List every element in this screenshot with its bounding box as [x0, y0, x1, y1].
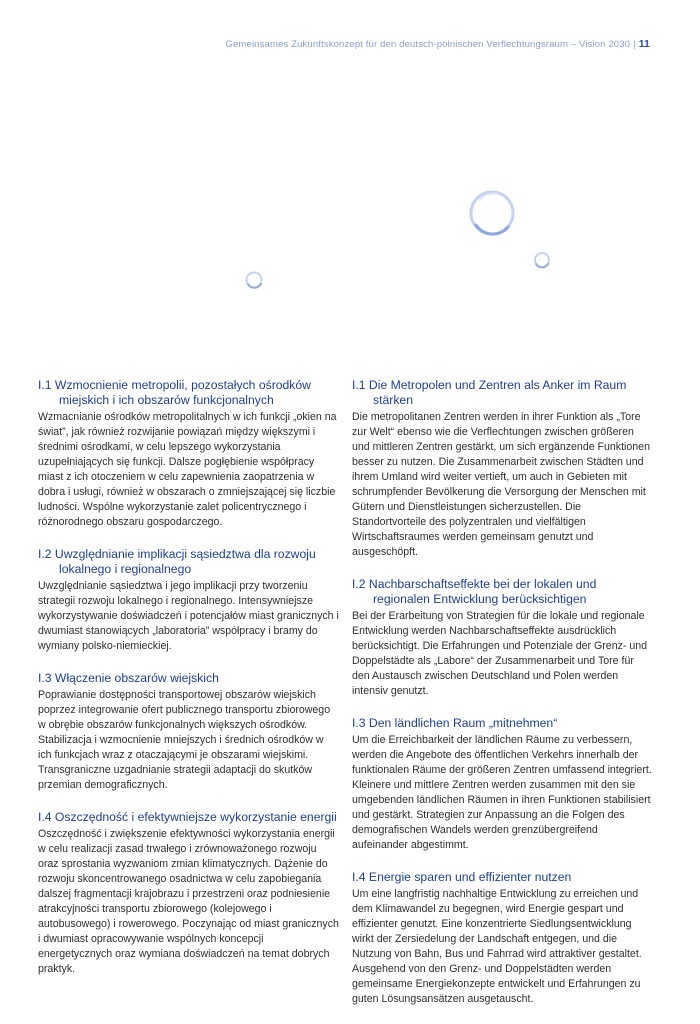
section-pl-4 [38, 810, 340, 977]
section-de-4 [352, 870, 654, 1007]
section-body: Um die Erreichbarkeit der ländlichen Räume zu verbessern, werden die Angebote des öffentlichen Verkehrs innerhalb der funktionalen Räume der größeren Zentren umfassend integriert. Kleinere und mittlere Zentren werden zusammen mit den sie umgebenden ländlichen Räumen in ihren Funktionen stabilisiert und gestärkt. Strategien zur Anpassung an die Folgen des demografischen Wandels werden grenzübergreifend aufeinander abgestimmt. [352, 734, 652, 851]
section-heading: I.2 Nachbarschaftseffekte bei der lokalen und regionalen Entwicklung berücksichtigen [352, 577, 597, 606]
section-body: Uwzględnianie sąsiedztwa i jego implikacji przy tworzeniu strategii rozwoju lokalnego i regionalnego. Intensywniejsze wykorzystywanie doświadczeń i potencjałów miast granicznych i dwumiast stanowiących „laboratoria” współpracy i bramy do wymiany polsko-niemieckiej. [38, 580, 339, 652]
section-heading: I.2 Uwzględnianie implikacji sąsiedztwa dla rozwoju lokalnego i regionalnego [38, 547, 316, 576]
small-bubble-icon-left [247, 273, 262, 288]
section-heading: I.3 Den ländlichen Raum „mitnehmen“ [352, 716, 558, 730]
german-column [352, 378, 654, 1024]
bubble-decoration [0, 0, 700, 360]
section-de-2 [352, 577, 654, 699]
section-pl-2 [38, 547, 340, 654]
polish-column [38, 378, 340, 994]
section-body: Die metropolitanen Zentren werden in ihrer Funktion als „Tore zur Welt“ ebenso wie die Verflechtungen zwischen größeren und mittleren Zentren gestärkt, um sich ergänzende Funktionen besser zu nutzen. Die Zusammenarbeit zwischen Städten und ihrem Umland wird weiter vertieft, um auch in Gebieten mit schrumpfender Bevölkerung die Versorgung der Menschen mit Gütern und Dienstleistungen sicherzustellen. Die Standortvorteile des polyzentralen und vielfältigen Wirtschaftsraumes werden gemeinsam genutzt und ausgeschöpft. [352, 411, 650, 558]
section-heading: I.4 Oszczędność i efektywniejsze wykorzystanie energii [38, 810, 337, 824]
section-de-3 [352, 716, 654, 853]
page-number: 11 [638, 38, 650, 50]
section-heading: I.1 Die Metropolen und Zentren als Anker im Raum stärken [352, 378, 627, 407]
section-heading: I.3 Włączenie obszarów wiejskich [38, 671, 219, 685]
header-separator: | [633, 39, 636, 50]
section-body: Oszczędność i zwiększenie efektywności wykorzystania energii w celu realizacji zasad trwałego i zrównoważonego rozwoju oraz sprostania wyzwaniom zmian klimatycznych. Dążenie do rozwoju skoncentrowanego osadnictwa w celu zapobiegania dalszej fragmentacji krajobrazu i przestrzeni oraz podniesienie atrakcyjności transportu zbiorowego (kolejowego i autobusowego) i rowerowego. Poczynając od miast granicznych i dwumiast opracowywanie wspólnych koncepcji energetycznych oraz wymiana doświadczeń na temat dobrych praktyk. [38, 828, 339, 975]
section-de-1 [352, 378, 654, 560]
section-heading: I.4 Energie sparen und effizienter nutzen [352, 870, 572, 884]
small-bubble-icon-right [535, 253, 549, 267]
section-body: Bei der Erarbeitung von Strategien für die lokale und regionale Entwicklung werden Nachbarschaftseffekte ausdrücklich berücksichtigt. Die Erfahrungen und Potenziale der Grenz- und Doppelstädte als „Labore“ der Zusammenarbeit und Tore für den Austausch zwischen Deutschland und Polen werden intensiv genutzt. [352, 610, 648, 697]
section-heading: I.1 Wzmocnienie metropolii, pozostałych ośrodków miejskich i ich obszarów funkcjonalnych [38, 378, 311, 407]
section-pl-1 [38, 378, 340, 530]
section-body: Wzmacnianie ośrodków metropolitalnych w ich funkcji „okien na świat”, jak również rozwijanie powiązań między większymi i średnimi ośrodkami, w celu lepszego wykorzystania uzupełniających się funkcji. Dalsze pogłębienie współpracy miast z ich otoczeniem w celu zapewnienia zaopatrzenia w dobra i usługi, również w obszarach o zmniejszającej się liczbie ludności. Wspólne wykorzystanie zalet policentrycznego i różnorodnego obszaru gospodarczego. [38, 411, 337, 528]
section-pl-3 [38, 671, 340, 793]
section-body: Poprawianie dostępności transportowej obszarów wiejskich poprzez integrowanie ofert publicznego transportu zbiorowego w obrębie obszarów funkcjonalnych większych ośrodków. Stabilizacja i wzmocnienie mniejszych i średnich ośrodków w ich funkcjach wraz z otaczającymi je obszarami wiejskimi. Transgraniczne uzgadnianie strategii adaptacji do skutków przemian demograficznych. [38, 689, 331, 791]
header-title: Gemeinsames Zukunftskonzept für den deutsch-polnischen Verflechtungsraum – Vision 2030 [225, 39, 631, 50]
section-body: Um eine langfristig nachhaltige Entwicklung zu erreichen und dem Klimawandel zu begegnen, wird Energie gespart und effizienter genutzt. Eine konzentrierte Siedlungsentwicklung wirkt der Zersiedelung der Landschaft entgegen, und die Nutzung von Bahn, Bus und Fahrrad wird attraktiver gestaltet. Ausgehend von den Grenz- und Doppelstädten werden gemeinsame Energiekonzepte entwickelt und Erfahrungen zu guten Lösungsansätzen ausgetauscht. [352, 888, 642, 1005]
large-bubble-icon [471, 192, 513, 234]
